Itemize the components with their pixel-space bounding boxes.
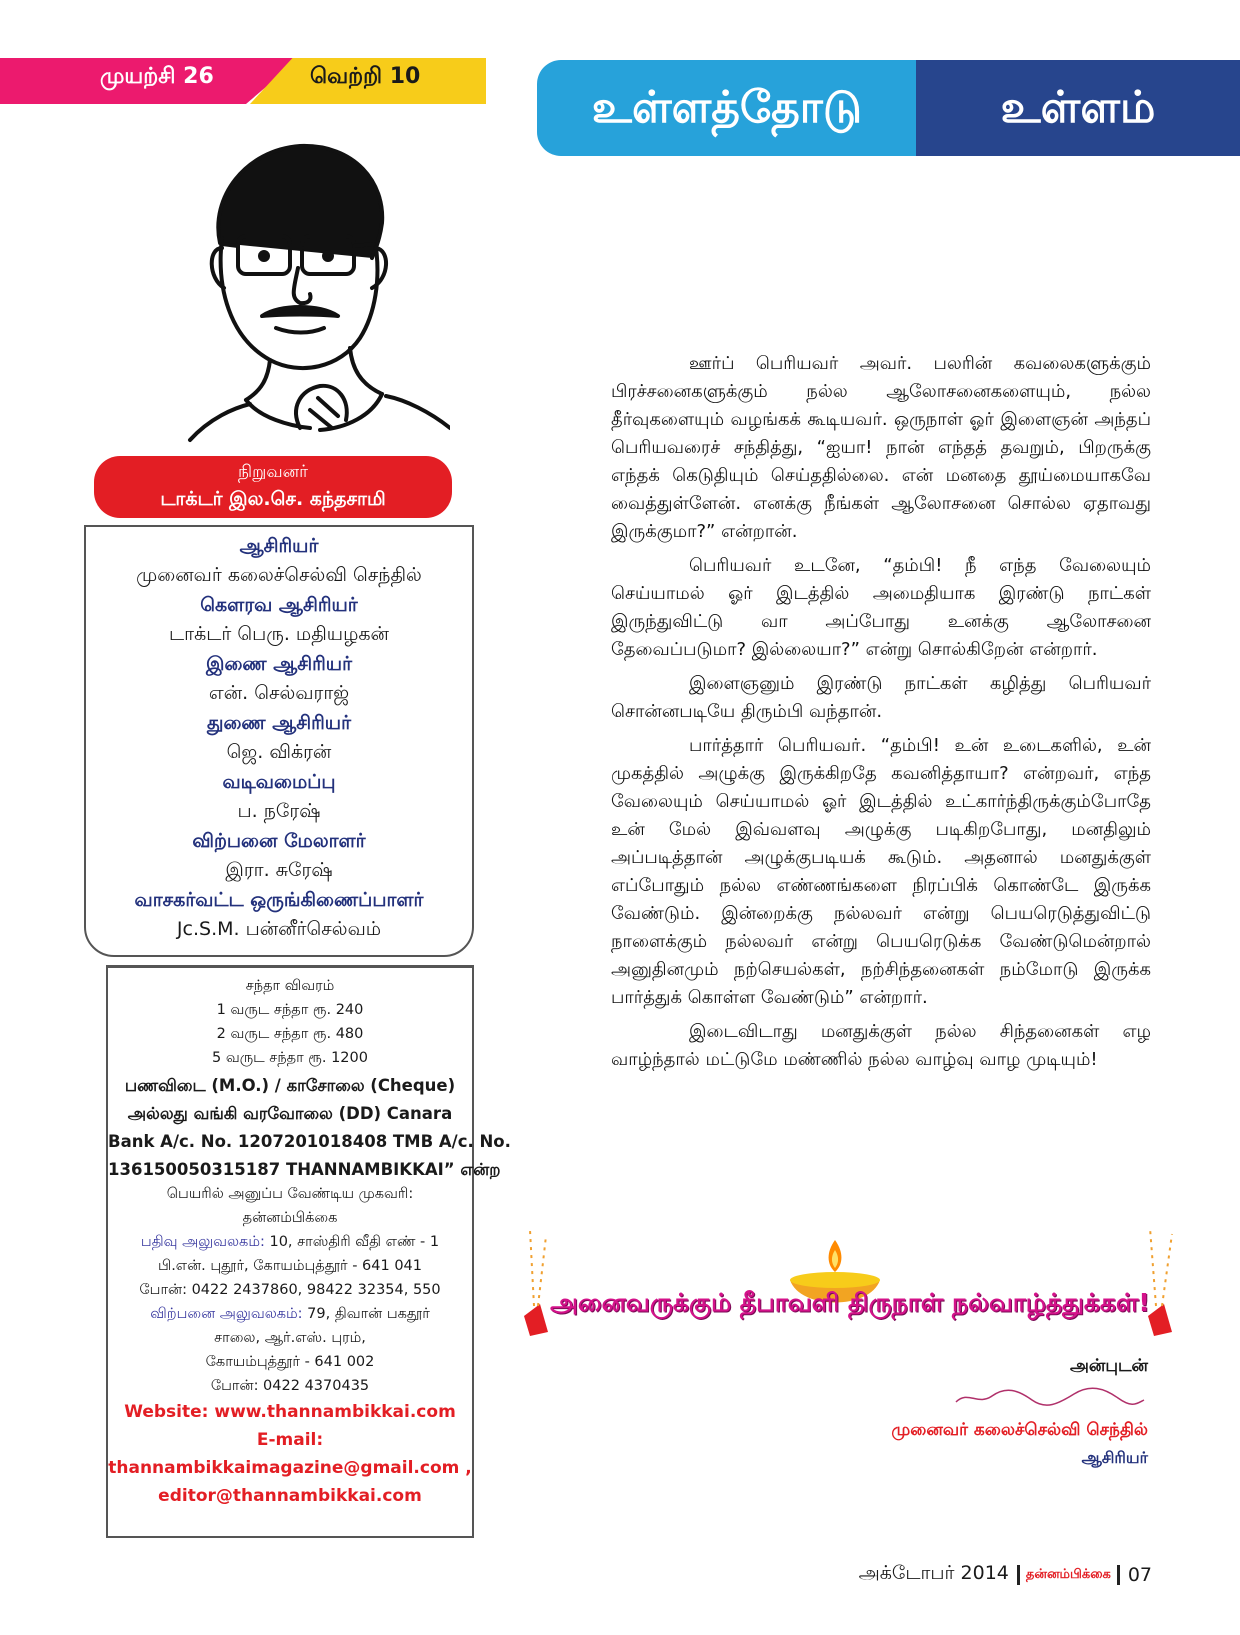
page-title-right: உள்ளம் [1000,82,1156,133]
founder-box [94,456,452,518]
credit-role: ஆசிரியர் [239,535,319,557]
sales-office-address: 79, திவான் பகதூர் [307,1306,430,1322]
reg-office-address: 10, சாஸ்திரி வீதி எண் - 1 [269,1234,440,1250]
payment-line: பெயரில் அனுப்ப வேண்டிய முகவரி: [166,1186,414,1202]
sales-office-line-3: கோயம்புத்தூர் - 641 002 [205,1354,375,1370]
article-paragraph: பெரியவர் உடனே, “தம்பி! நீ எந்த வேலையும் செய்யாமல் ஓர் இடத்தில் அமைதியாக இரண்டு நாட்கள் இருந்துவிட்டு வா அப்போது உனக்கு ஆலோசனை தேவைப்படுமா? இல்லையா?” என்று சொல்கிறேன் என்றார். [611,555,1151,660]
payee-name: தன்னம்பிக்கை [242,1210,338,1226]
subscription-rate: 2 வருட சந்தா ரூ. 480 [216,1026,364,1042]
credit-role: கௌரவ ஆசிரியர் [200,594,358,616]
reg-office-phone: போன்: 0422 2437860, 98422 32354, 550 [139,1282,441,1298]
email-link[interactable]: thannambikkaimagazine@gmail.com , [108,1458,472,1478]
email-label: E-mail: [256,1430,324,1450]
page-title-left: உள்ளத்தோடு [591,82,863,133]
sales-office-label: விற்பனை அலுவலகம்: [150,1306,303,1322]
ribbon-right-text: வெற்றி 10 [310,64,421,89]
founder-label: நிறுவனர் [238,462,308,482]
article-paragraph: ஊர்ப் பெரியவர் அவர். பலரின் கவலைகளுக்கும் பிரச்சனைகளுக்கும் நல்ல ஆலோசனைகளையும், நல்ல தீர்வுகளையும் வழங்கக் கூடியவர். ஒருநாள் ஓர் இளைஞன் அந்தப் பெரியவரைச் சந்தித்து, “ஐயா! நான் எந்தத் தவறும், பிறருக்கு எந்தக் கெடுதியும் செய்ததில்லை. என் மனதை தூய்மையாகவே வைத்துள்ளேன். எனக்கு நீங்கள் ஆலோசனை சொல்ல ஏதாவது இருக்குமா?” என்றான். [611,353,1151,542]
sales-office-phone: போன்: 0422 4370435 [210,1378,370,1394]
signature-scribble [948,1382,1148,1412]
credits-box [84,525,474,957]
credit-role: விற்பனை மேலாளர் [192,830,366,852]
founder-portrait [150,128,450,458]
credit-role: வடிவமைப்பு [222,771,336,793]
subscription-box [106,965,511,1538]
subscription-rate: 5 வருட சந்தா ரூ. 1200 [212,1050,368,1066]
subscription-rate: 1 வருட சந்தா ரூ. 240 [216,1002,364,1018]
ribbon-left-text: முயற்சி 26 [100,64,214,89]
credit-person: என். செல்வராஜ் [208,682,350,704]
sales-office-line-2: சாலை, ஆர்.எஸ். புரம், [214,1330,366,1346]
credit-person: டாக்டர் பெரு. மதியழகன் [169,623,389,645]
page-number: 07 [1127,1563,1152,1586]
sales-office-line [108,1302,472,1326]
payment-line: பணவிடை (M.O.) / காசோலை (Cheque) [124,1076,456,1095]
credit-person: முனைவர் கலைச்செல்வி செந்தில் [136,564,422,586]
sign-role: ஆசிரியர் [1081,1448,1148,1467]
sign-name: முனைவர் கலைச்செல்வி செந்தில் [891,1420,1148,1440]
payment-line: அல்லது வங்கி வரவோலை (DD) Canara [127,1104,453,1123]
diwali-greeting: அனைவருக்கும் தீபாவளி திருநாள் நல்வாழ்த்துக்கள்! [550,1288,1150,1317]
article-paragraph: பார்த்தார் பெரியவர். “தம்பி! உன் உடைகளில், உன் முகத்தில் அழுக்கு இருக்கிறதே கவனித்தாயா? என்றவர், எந்த வேலையும் செய்யாமல் ஓர் இடத்தில் உட்கார்ந்திருக்கும்போதே உன் மேல் இவ்வளவு அழுக்கு படிகிறபோது, மனதிலும் அப்படித்தான் அழுக்குபடியக் கூடும். அதனால் மனதுக்குள் எப்போதும் நல்ல எண்ணங்களை நிரப்பிக் கொண்டே இருக்க வேண்டும். இன்றைக்கு நல்லவர் என்று பெயரெடுத்துவிட்டு நாளைக்கும் நல்லவர் என்று பெயரெடுக்க வேண்டுமென்றால் அனுதினமும் நற்செயல்கள், நற்சிந்தனைகள் நம்மோடு இருக்க பார்த்துக் கொள்ள வேண்டும்” என்றார். [611,735,1151,1008]
email-link[interactable]: editor@thannambikkai.com [158,1486,422,1506]
credit-person: Jc.S.M. பன்னீர்செல்வம் [176,918,382,940]
website-link[interactable]: Website: www.thannambikkai.com [124,1402,456,1422]
sign-off-anbudan: அன்புடன் [1069,1356,1148,1376]
article-paragraph: இடைவிடாது மனதுக்குள் நல்ல சிந்தனைகள் எழ வாழ்ந்தால் மட்டுமே மண்ணில் நல்ல வாழ்வு வாழ முடியும்! [611,1021,1151,1070]
subscription-heading: சந்தா விவரம் [245,978,335,994]
founder-name: டாக்டர் இல.செ. கந்தசாமி [160,488,386,510]
credit-person: ஜெ. விக்ரன் [226,741,332,763]
reg-office-line-2: பி.என். புதூர், கோயம்புத்தூர் - 641 041 [157,1258,423,1274]
credit-role: துணை ஆசிரியர் [206,712,352,734]
reg-office-label: பதிவு அலுவலகம்: [140,1234,265,1250]
article-body [611,350,1151,1080]
article-paragraph: இளைஞனும் இரண்டு நாட்கள் கழித்து பெரியவர் சொன்னபடியே திரும்பி வந்தான். [611,673,1151,722]
magazine-brand: தன்னம்பிக்கை [1017,1565,1120,1585]
payment-line: Bank A/c. No. 1207201018408 TMB A/c. No. [108,1132,511,1151]
credit-role: வாசகர்வட்ட ஒருங்கிணைப்பாளர் [134,889,424,911]
page-footer [859,1562,1152,1587]
credit-person: ப. நரேஷ் [237,800,321,822]
payment-line: 136150050315187 THANNAMBIKKAI” என்ற [108,1160,501,1179]
credit-person: இரா. சுரேஷ் [225,859,333,881]
diwali-decoration [520,1220,1180,1340]
issue-date: அக்டோபர் 2014 [858,1562,1009,1584]
credit-role: இணை ஆசிரியர் [205,653,353,675]
reg-office-line [108,1230,472,1254]
